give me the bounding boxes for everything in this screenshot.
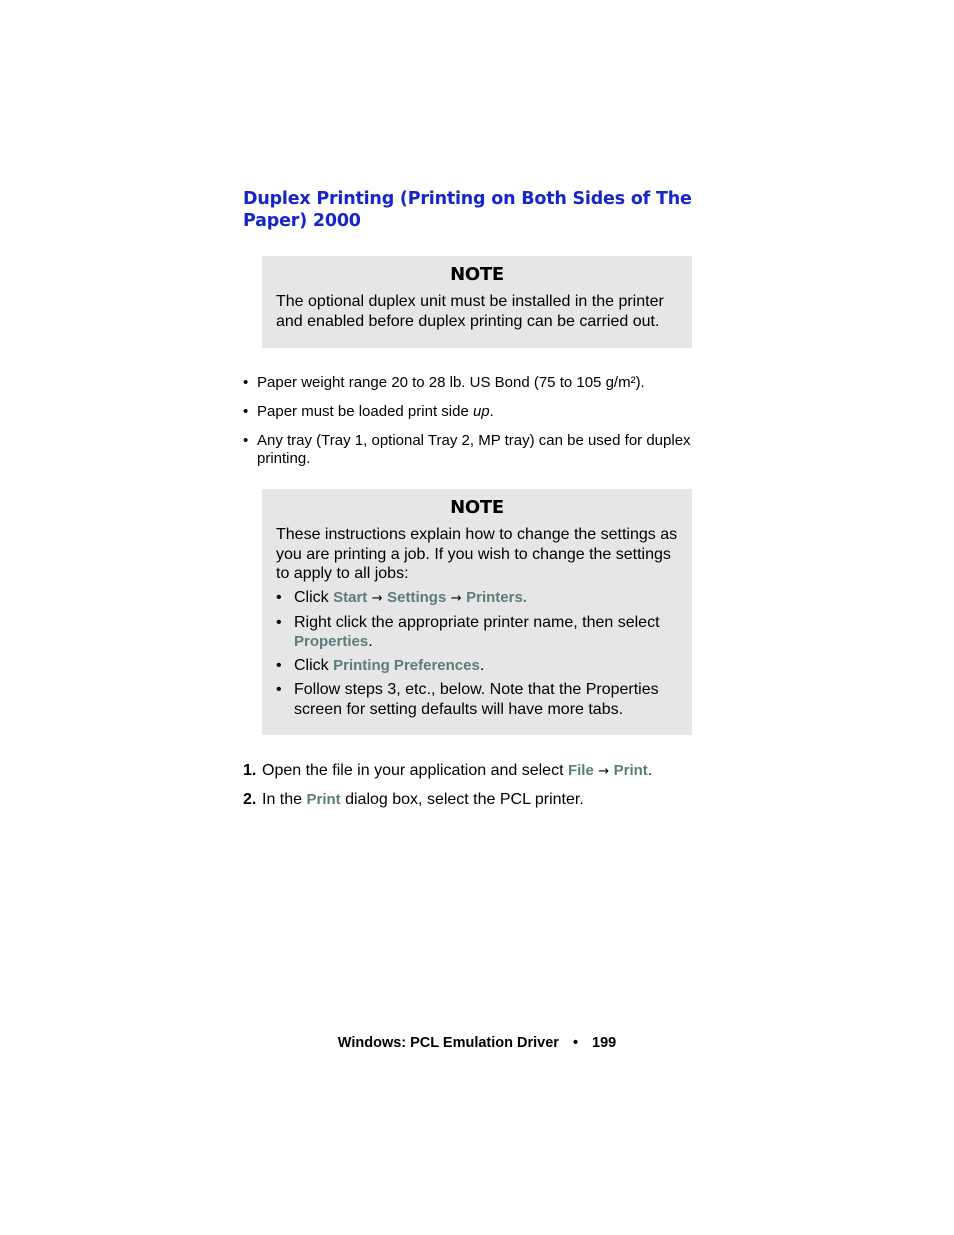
step-text: dialog box, select the PCL printer. — [340, 791, 584, 808]
step-item — [243, 761, 723, 781]
gui-label-printing-preferences: Printing Preferences — [333, 657, 480, 674]
step-number: 1. — [243, 762, 257, 779]
page-heading: Duplex Printing (Printing on Both Sides of The Paper) 2000 — [243, 189, 692, 231]
bullet-icon: • — [276, 588, 282, 606]
bullet-icon: • — [243, 432, 249, 449]
list-item-text: Paper weight range 20 to 28 lb. US Bond (75 to 105 g/m²). — [257, 374, 645, 391]
list-item — [276, 613, 678, 652]
emphasis-text: up — [472, 403, 490, 420]
step-text: In the — [262, 791, 307, 808]
note-text: The optional duplex unit must be installed in the printer and enabled before duplex printing can be carried out. — [276, 293, 664, 330]
list-item-text: . — [368, 633, 373, 650]
list-item-text: Paper must be loaded print side — [257, 403, 473, 420]
list-item-text: . — [479, 657, 485, 674]
list-item — [243, 403, 723, 421]
gui-label-print: Print — [613, 762, 648, 779]
arrow-icon: → — [371, 590, 383, 606]
arrow-icon: → — [598, 764, 610, 779]
bullet-icon: • — [243, 403, 249, 420]
footer-separator: • — [572, 1035, 579, 1051]
note-title: NOTE — [450, 264, 504, 285]
bullet-icon: • — [276, 681, 282, 698]
bullet-icon: • — [243, 374, 249, 391]
gui-label-print: Print — [306, 791, 341, 808]
step-text: Open the file in your application and select — [262, 762, 568, 779]
list-item — [276, 680, 678, 719]
note-title: NOTE — [450, 497, 504, 518]
gui-label-settings: Settings — [387, 588, 447, 606]
gui-label-properties: Properties — [294, 633, 369, 650]
requirements-list — [243, 374, 723, 479]
list-item-text: Right click the appropriate printer name, then select — [294, 613, 660, 631]
note-box-settings — [262, 489, 692, 735]
bullet-icon: • — [276, 657, 282, 674]
note-intro: These instructions explain how to change the settings as you are printing a job. If you wish to change the settings to apply to all jobs: — [276, 526, 678, 582]
list-item-text: Any tray (Tray 1, optional Tray 2, MP tray) can be used for duplex printing. — [257, 432, 691, 467]
steps-list — [243, 761, 723, 818]
step-number: 2. — [243, 791, 257, 808]
note-box-duplex-unit — [262, 256, 692, 348]
gui-label-file: File — [567, 762, 594, 779]
footer-section-title: Windows: PCL Emulation Driver — [337, 1035, 559, 1051]
list-item — [276, 656, 678, 676]
page-footer — [0, 1034, 954, 1052]
bullet-icon: • — [276, 613, 282, 631]
list-item — [243, 374, 723, 392]
list-item-text: . — [489, 403, 494, 420]
step-text: . — [647, 762, 653, 779]
list-item — [243, 432, 723, 468]
gui-label-printers: Printers. — [466, 588, 527, 606]
list-item-text: Click — [294, 588, 334, 606]
list-item-text: Follow steps 3, etc., below. Note that the Properties screen for setting defaults will have more tabs. — [294, 681, 659, 718]
list-item-text: Click — [294, 657, 334, 674]
page-number: 199 — [592, 1035, 617, 1051]
gui-label-start: Start — [333, 588, 368, 606]
list-item — [276, 588, 678, 609]
note-list — [276, 588, 678, 720]
arrow-icon: → — [450, 590, 462, 606]
step-item — [243, 790, 723, 809]
